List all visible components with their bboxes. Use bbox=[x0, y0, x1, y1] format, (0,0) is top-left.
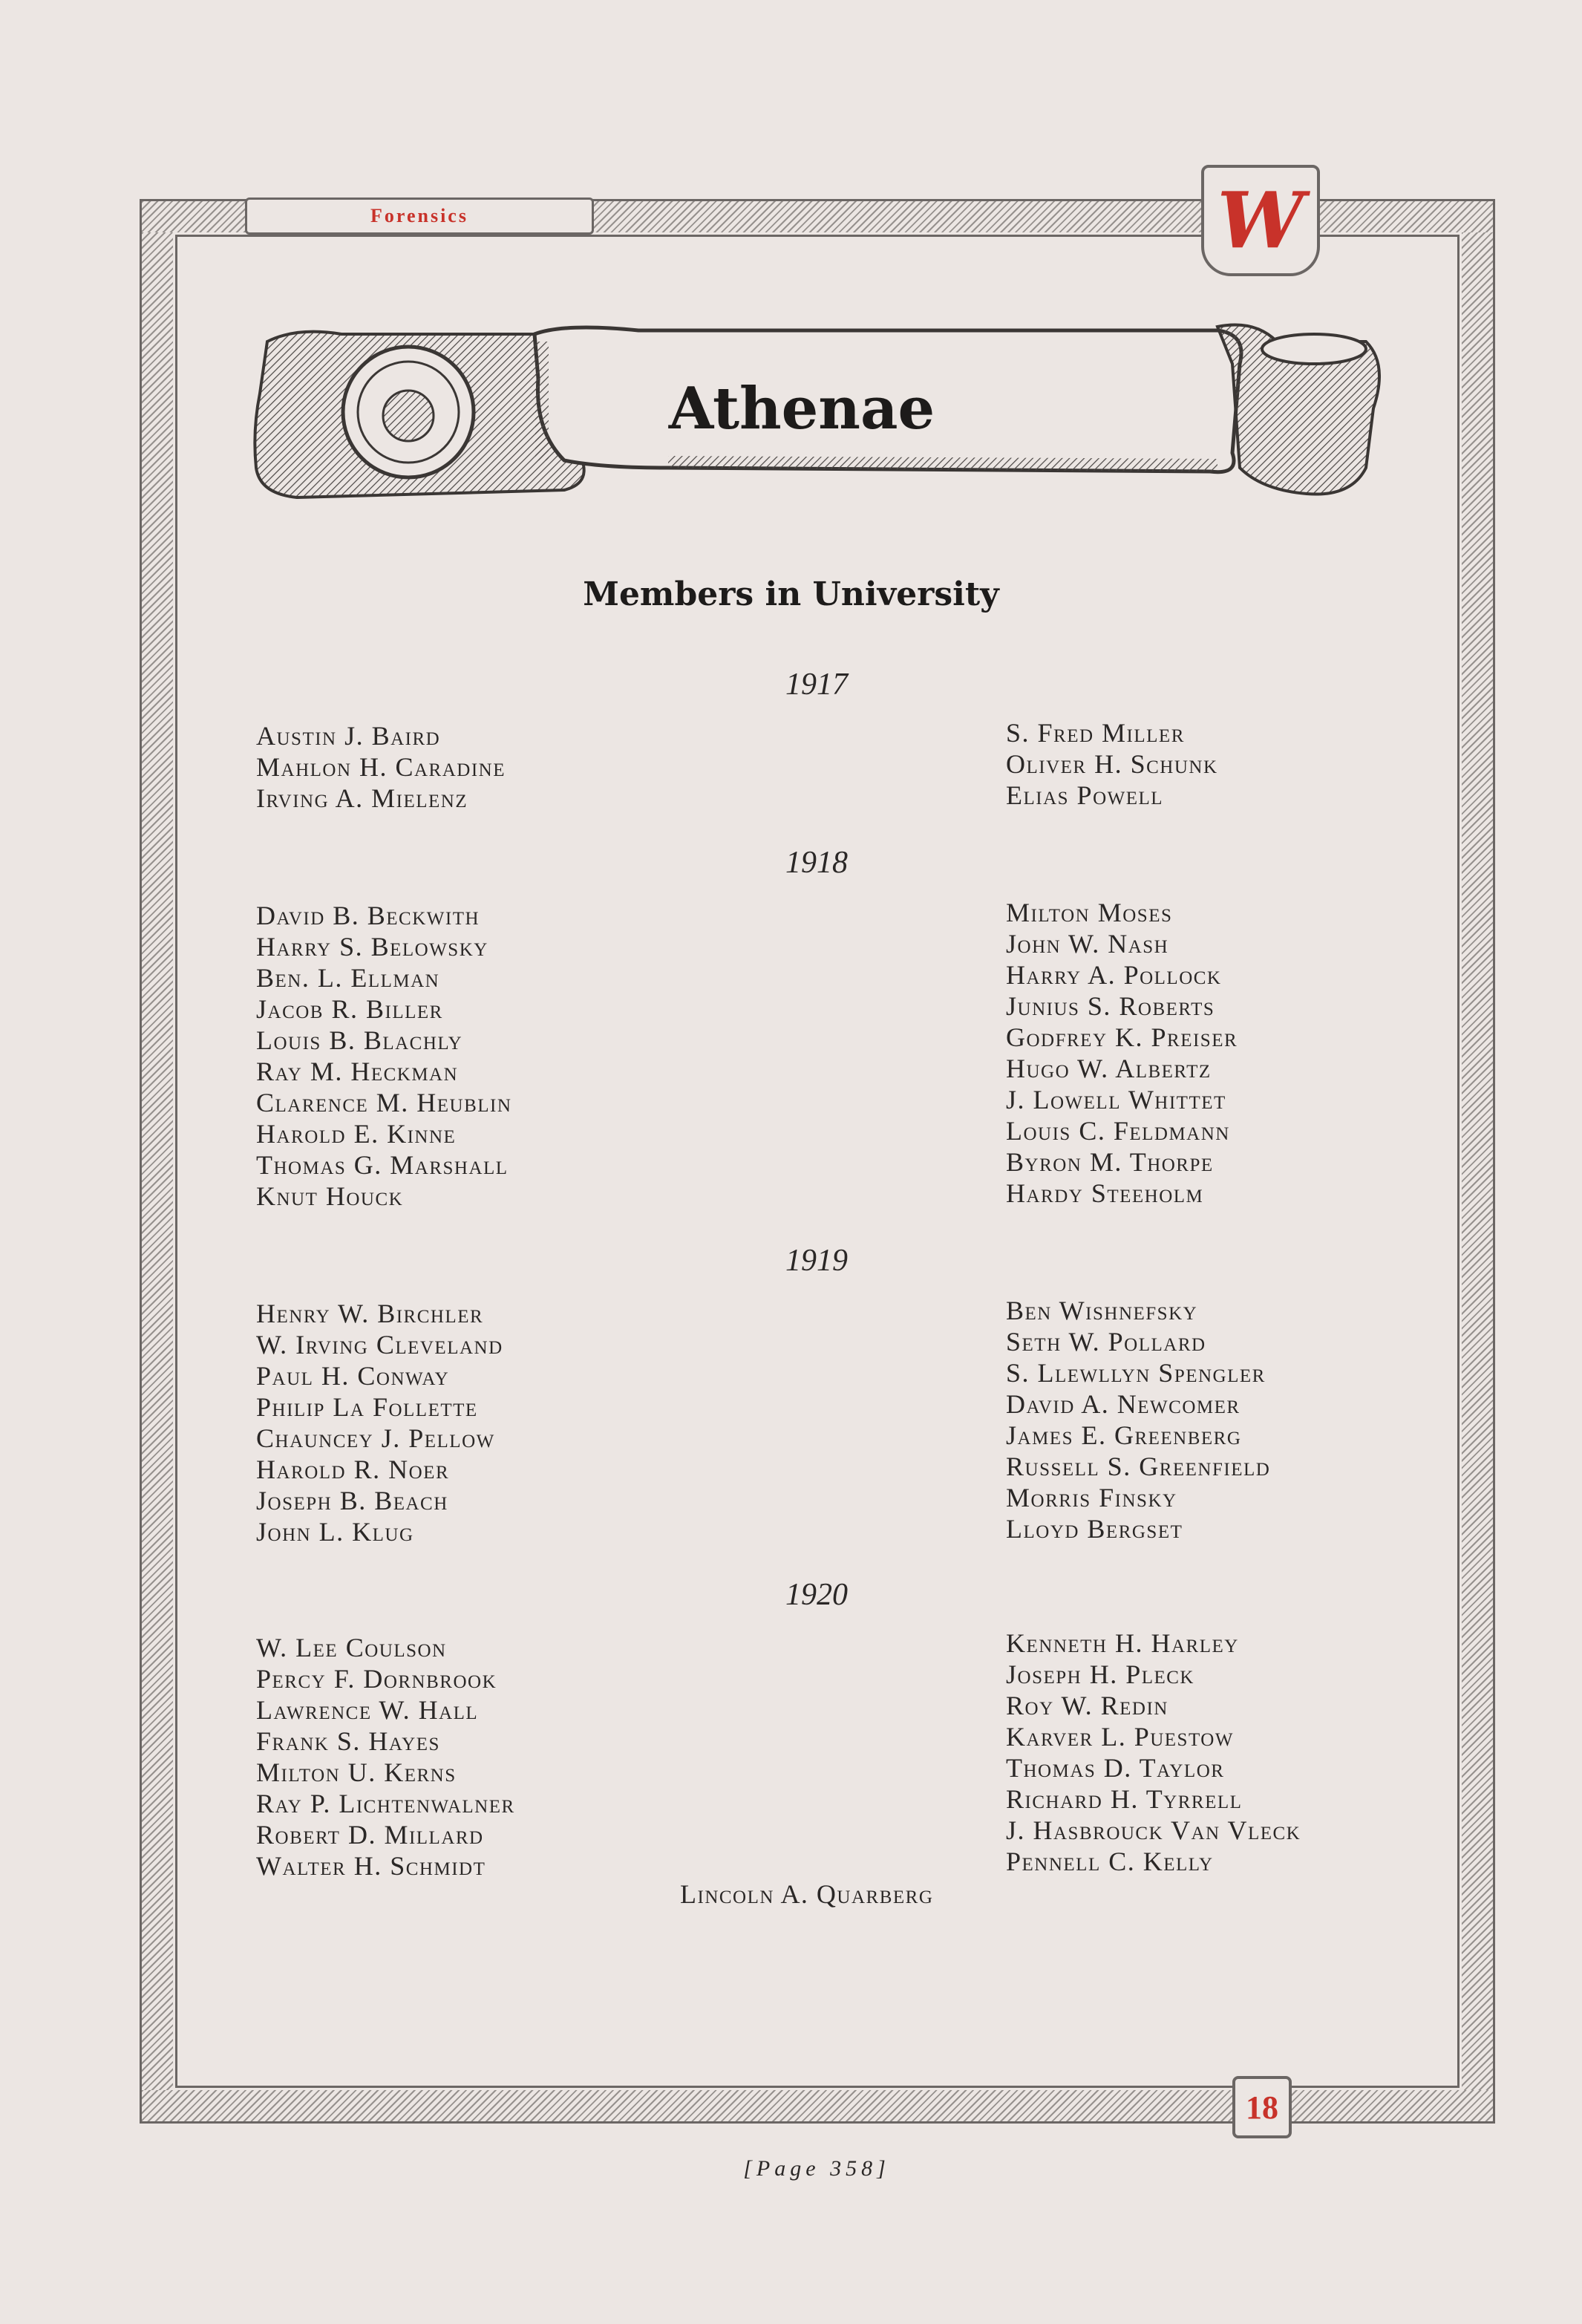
member-name: Philip La Follette bbox=[256, 1392, 478, 1422]
member-name: W. Lee Coulson bbox=[256, 1633, 447, 1662]
member-name: Harry S. Belowsky bbox=[256, 932, 488, 962]
member-name: Paul H. Conway bbox=[256, 1361, 450, 1391]
member-name: Lloyd Bergset bbox=[1006, 1514, 1183, 1544]
member-name: David A. Newcomer bbox=[1006, 1389, 1241, 1419]
member-name: Thomas G. Marshall bbox=[256, 1150, 509, 1180]
member-name: J. Lowell Whittet bbox=[1006, 1085, 1226, 1114]
member-name: Robert D. Millard bbox=[256, 1820, 484, 1850]
member-name: Hugo W. Albertz bbox=[1006, 1054, 1212, 1083]
year-heading-1918: 1918 bbox=[785, 846, 848, 880]
member-name: John L. Klug bbox=[256, 1517, 414, 1547]
member-name: Byron M. Thorpe bbox=[1006, 1147, 1214, 1177]
banner-title: Athenae bbox=[668, 375, 935, 443]
member-name: Thomas D. Taylor bbox=[1006, 1753, 1225, 1783]
member-name: Godfrey K. Preiser bbox=[1006, 1022, 1238, 1052]
member-name: Clarence M. Heublin bbox=[256, 1088, 512, 1117]
member-name: Junius S. Roberts bbox=[1006, 991, 1215, 1021]
member-name: Russell S. Greenfield bbox=[1006, 1452, 1271, 1481]
members-1919-right bbox=[1006, 1295, 1270, 1544]
member-name: Milton U. Kerns bbox=[256, 1757, 457, 1787]
member-name: Percy F. Dornbrook bbox=[256, 1664, 497, 1694]
member-name: Roy W. Redin bbox=[1006, 1691, 1168, 1720]
section-header-label: Forensics bbox=[370, 205, 468, 226]
members-1917-left bbox=[256, 720, 506, 814]
member-name: Harry A. Pollock bbox=[1006, 960, 1222, 990]
member-name: David B. Beckwith bbox=[256, 901, 480, 930]
member-name: Ray M. Heckman bbox=[256, 1057, 459, 1086]
members-1920-left bbox=[256, 1632, 515, 1881]
member-name: Karver L. Puestow bbox=[1006, 1722, 1234, 1752]
section-header-box bbox=[245, 198, 594, 235]
member-name: Ben Wishnefsky bbox=[1006, 1296, 1198, 1325]
member-name: W. Irving Cleveland bbox=[256, 1330, 503, 1360]
member-name: John W. Nash bbox=[1006, 929, 1169, 959]
member-name: Irving A. Mielenz bbox=[256, 783, 468, 813]
members-1918-right bbox=[1006, 897, 1238, 1209]
member-name: Hardy Steeholm bbox=[1006, 1178, 1204, 1208]
member-name: S. Llewllyn Spengler bbox=[1006, 1358, 1266, 1388]
member-name: Chauncey J. Pellow bbox=[256, 1423, 495, 1453]
member-name: Elias Powell bbox=[1006, 780, 1164, 810]
member-name: Kenneth H. Harley bbox=[1006, 1628, 1239, 1658]
page-number: [Page 358] bbox=[743, 2156, 890, 2181]
year-heading-1919: 1919 bbox=[785, 1244, 848, 1278]
member-name: Frank S. Hayes bbox=[256, 1726, 440, 1756]
member-name: Pennell C. Kelly bbox=[1006, 1847, 1214, 1876]
member-name: Richard H. Tyrrell bbox=[1006, 1784, 1243, 1814]
member-name: Austin J. Baird bbox=[256, 721, 441, 751]
member-name: Seth W. Pollard bbox=[1006, 1327, 1206, 1357]
member-name-extra: Lincoln A. Quarberg bbox=[680, 1879, 934, 1909]
member-name: Walter H. Schmidt bbox=[256, 1851, 486, 1881]
member-name: Joseph B. Beach bbox=[256, 1486, 448, 1515]
w-logo-icon: W bbox=[1217, 174, 1304, 266]
section-number: 18 bbox=[1246, 2089, 1278, 2126]
member-name: S. Fred Miller bbox=[1006, 718, 1185, 748]
members-1918-left bbox=[256, 900, 511, 1212]
members-1919-left bbox=[256, 1298, 503, 1547]
member-name: Mahlon H. Caradine bbox=[256, 752, 506, 782]
member-name: J. Hasbrouck Van Vleck bbox=[1006, 1815, 1301, 1845]
section-number-badge bbox=[1232, 2076, 1292, 2138]
member-name: Louis B. Blachly bbox=[256, 1025, 463, 1055]
member-name: Joseph H. Pleck bbox=[1006, 1659, 1194, 1689]
member-name: Lawrence W. Hall bbox=[256, 1695, 479, 1725]
member-name: Harold E. Kinne bbox=[256, 1119, 457, 1149]
member-name: Morris Finsky bbox=[1006, 1483, 1177, 1512]
members-1920-right bbox=[1006, 1628, 1301, 1877]
member-name: Jacob R. Biller bbox=[256, 994, 443, 1024]
member-name: Knut Houck bbox=[256, 1181, 404, 1211]
members-1917-right bbox=[1006, 717, 1218, 811]
member-name: Milton Moses bbox=[1006, 898, 1173, 927]
member-name: Ben. L. Ellman bbox=[256, 963, 440, 993]
year-heading-1920: 1920 bbox=[785, 1578, 848, 1612]
member-name: Ray P. Lichtenwalner bbox=[256, 1789, 515, 1818]
member-name: Henry W. Birchler bbox=[256, 1299, 484, 1328]
members-subtitle: Members in University bbox=[583, 575, 999, 613]
member-name: Harold R. Noer bbox=[256, 1455, 450, 1484]
member-name: Louis C. Feldmann bbox=[1006, 1116, 1230, 1146]
member-name: James E. Greenberg bbox=[1006, 1420, 1242, 1450]
year-heading-1917: 1917 bbox=[785, 668, 848, 702]
w-logo-shield bbox=[1201, 165, 1320, 276]
member-name: Oliver H. Schunk bbox=[1006, 749, 1218, 779]
